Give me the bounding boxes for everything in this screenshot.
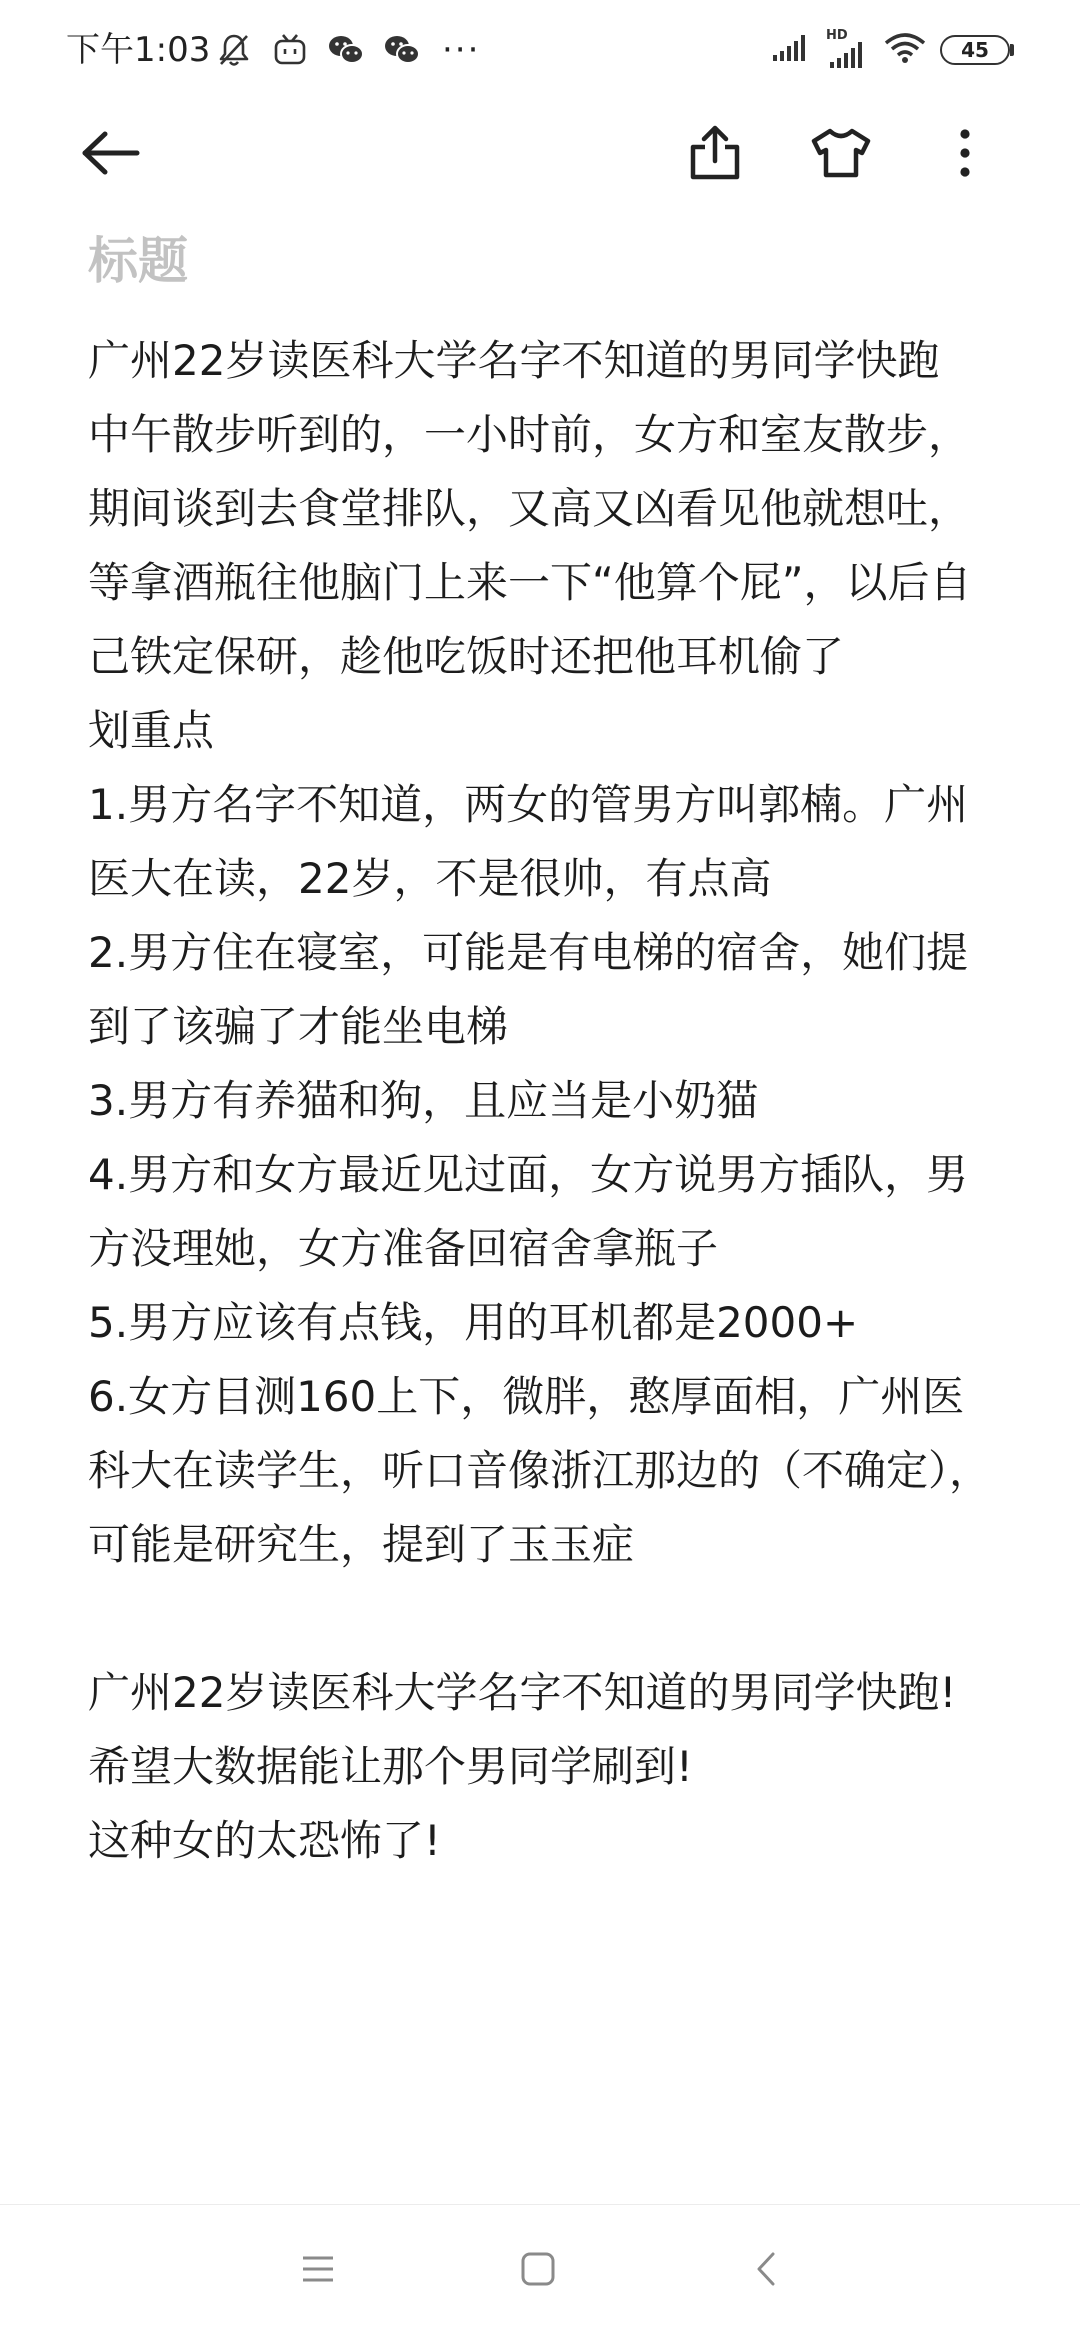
note-line: 中午散步听到的，一小时前，女方和室友散步，期间谈到去食堂排队，又高又凶看见他就想吐，等拿酒瓶往他脑门上来一下“他算个屁”，以后自己铁定保研，趁他吃饭时还把他耳机偷了 — [88, 410, 972, 681]
note-line: 希望大数据能让那个男同学刷到! — [88, 1742, 693, 1791]
note-toolbar — [0, 100, 1080, 210]
more-vertical-icon — [955, 127, 975, 183]
note-line: 5.男方应该有点钱，用的耳机都是2000+ — [88, 1298, 859, 1347]
theme-button[interactable] — [806, 120, 876, 190]
battery-icon: 45 — [940, 35, 1010, 65]
status-notification-icons — [214, 30, 480, 70]
note-line: 划重点 — [88, 706, 215, 755]
wechat-icon — [382, 30, 422, 70]
signal-icon — [772, 33, 812, 67]
home-square-icon — [520, 2251, 556, 2291]
battery-tip — [1010, 44, 1014, 56]
status-bar — [0, 0, 1080, 100]
nav-back-button[interactable] — [736, 2241, 796, 2301]
note-line: 4.男方和女方最近见过面，女方说男方插队，男方没理她，女方准备回宿舍拿瓶子 — [88, 1150, 969, 1273]
note-line: 广州22岁读医科大学名字不知道的男同学快跑 — [88, 336, 940, 385]
arrow-left-icon — [81, 131, 141, 179]
signal-hd-icon — [826, 30, 870, 70]
note-blank-line — [88, 1582, 998, 1656]
wifi-icon — [884, 32, 926, 68]
hd-label: HD — [826, 28, 848, 43]
note-line: 广州22岁读医科大学名字不知道的男同学快跑! — [88, 1668, 957, 1717]
battery-indicator — [940, 35, 1014, 65]
recent-apps-button[interactable] — [288, 2241, 348, 2301]
back-button[interactable] — [76, 120, 146, 190]
note-body-editor[interactable] — [88, 324, 998, 1878]
system-nav-bar — [0, 2205, 1080, 2340]
nav-back-icon — [754, 2251, 778, 2291]
status-system-icons — [772, 28, 1014, 72]
share-button[interactable] — [680, 120, 750, 190]
bell-off-icon — [214, 30, 254, 70]
note-line: 1.男方名字不知道，两女的管男方叫郭楠。广州医大在读，22岁，不是很帅，有点高 — [88, 780, 969, 903]
share-icon — [689, 125, 741, 185]
tshirt-icon — [810, 127, 872, 183]
note-line: 6.女方目测160上下，微胖，憨厚面相，广州医科大在读学生，听口音像浙江那边的（不确定），可能是研究生，提到了玉玉症 — [88, 1372, 992, 1569]
note-line: 3.男方有养猫和狗，且应当是小奶猫 — [88, 1076, 759, 1125]
status-time: 下午1:03 — [66, 30, 211, 70]
more-notifications-icon: ··· — [442, 30, 481, 70]
home-button[interactable] — [508, 2241, 568, 2301]
menu-icon — [301, 2254, 335, 2288]
note-line: 2.男方住在寝室，可能是有电梯的宿舍，她们提到了该骗了才能坐电梯 — [88, 928, 969, 1051]
more-options-button[interactable] — [930, 120, 1000, 190]
tv-icon — [270, 30, 310, 70]
wechat-icon — [326, 30, 366, 70]
note-line: 这种女的太恐怖了! — [88, 1816, 441, 1865]
note-title-field[interactable]: 标题 — [88, 232, 188, 290]
